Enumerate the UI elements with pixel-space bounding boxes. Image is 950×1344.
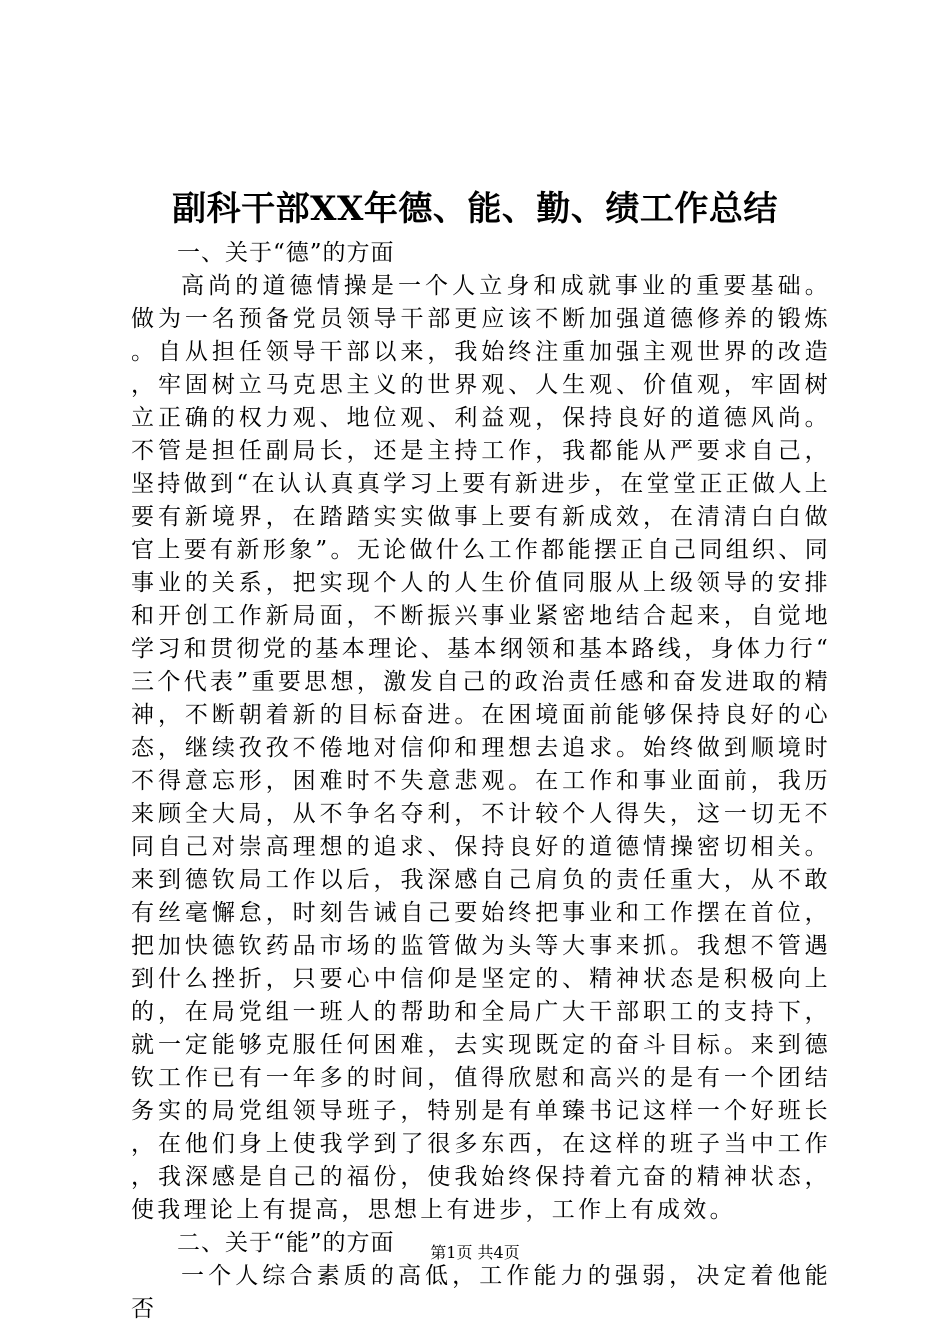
section-heading-neng: 二、关于“能”的方面 xyxy=(177,1230,395,1256)
document-title: 副科干部XX年德、能、勤、绩工作总结 xyxy=(172,189,778,229)
document-body xyxy=(131,237,831,1326)
section-heading-de: 一、关于“德”的方面 xyxy=(177,240,395,266)
section-paragraph-de: 高尚的道德情操是一个人立身和成就事业的重要基础。做为一名预备党员领导干部更应该不断加强道德修养的锻炼。自从担任领导干部以来，我始终注重加强主观世界的改造，牢固树立马克思主义的世界观、人生观、价值观，牢固树立正确的权力观、地位观、利益观，保持良好的道德风尚。不管是担任副局长，还是主持工作，我都能从严要求自己，坚持做到“在认认真真学习上要有新进步，在堂堂正正做人上要有新境界，在踏踏实实做事上要有新成效，在清清白白做官上要有新形象”。无论做什么工作都能摆正自己同组织、同事业的关系，把实现个人的人生价值同服从上级领导的安排和开创工作新局面，不断振兴事业紧密地结合起来，自觉地学习和贯彻党的基本理论、基本纲领和基本路线，身体力行“三个代表”重要思想，激发自己的政治责任感和奋发进取的精神，不断朝着新的目标奋进。在困境面前能够保持良好的心态，继续孜孜不倦地对信仰和理想去追求。始终做到顺境时不得意忘形，困难时不失意悲观。在工作和事业面前，我历来顾全大局，从不争名夺利，不计较个人得失，这一切无不同自己对崇高理想的追求、保持良好的道德情操密切相关。来到德钦局工作以后，我深感自己肩负的责任重大，从不敢有丝毫懈怠，时刻告诫自己要始终把事业和工作摆在首位，把加快德钦药品市场的监管做为头等大事来抓。我想不管遇到什么挫折，只要心中信仰是坚定的、精神状态是积极向上的，在局党组一班人的帮助和全局广大干部职工的支持下，就一定能够克服任何困难，去实现既定的奋斗目标。来到德钦工作已有一年多的时间，值得欣慰和高兴的是有一个团结务实的局党组领导班子，特别是有单臻书记这样一个好班长，在他们身上使我学到了很多东西，在这样的班子当中工作，我深感是自己的福份，使我始终保持着亢奋的精神状态，使我理论上有提高，思想上有进步，工作上有成效。 xyxy=(131,273,831,1223)
section-paragraph-neng: 一个人综合素质的高低，工作能力的强弱，决定着他能否 xyxy=(131,1263,831,1322)
page-footer: 第1页 共4页 xyxy=(430,1243,520,1262)
